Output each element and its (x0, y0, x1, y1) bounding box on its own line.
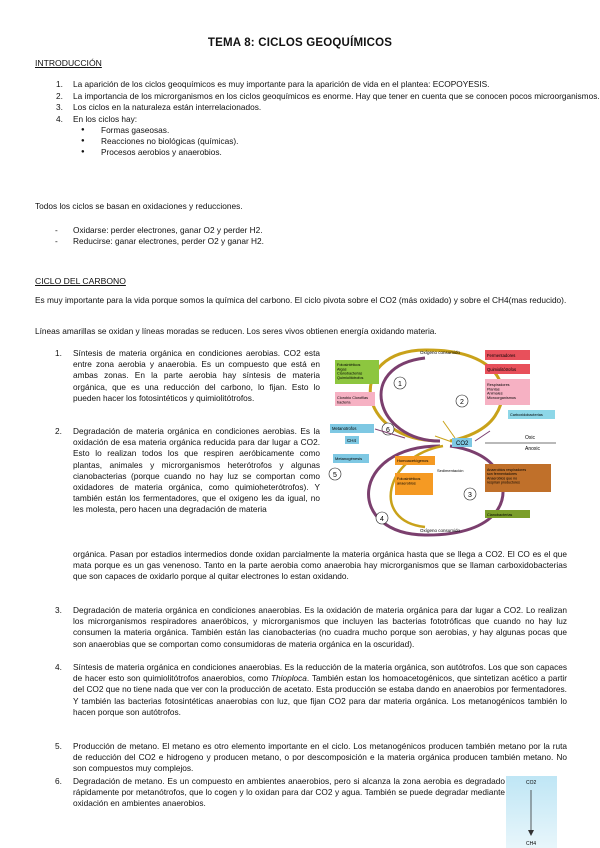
anaerobios-text: Anaerobios respiradores son fermentadores Anaerobios que no respiran productores (487, 468, 527, 485)
list-item (73, 114, 600, 159)
redox-item: - Reducirse: ganar electrones, perder O2 y ganar H2. (55, 236, 264, 247)
bottom-oxygen-label: Oxígeno consumido (420, 528, 461, 533)
svg-text:2: 2 (460, 399, 464, 406)
carboxidobacterias-label: Carboxidobacterias (510, 413, 543, 417)
respiradores-text: Respiradores Plantas Animales Microorganismos (487, 383, 516, 401)
intro-heading: INTRODUCCIÓN (35, 58, 102, 68)
list-item-text: En los ciclos hay: (73, 113, 138, 124)
redox-item: - Oxidarse: perder electrones, ganar O2 y perder H2. (55, 225, 264, 236)
svg-text:3: 3 (468, 492, 472, 499)
anoxic-label: Anoxic (525, 446, 541, 452)
carbon-cycle-diagram (325, 346, 556, 539)
list-item: Los ciclos en la naturaleza están interrelacionados. (73, 102, 262, 113)
carbon-item-3: 3. Degradación de materia orgánica en condiciones anaerobias. Es la oxidación de materia orgánica para dar lugar a CO2. Lo realizan los microrganismos respiradores anaeróbicos, y microrganismos que incluyen las bacterias fototróficas que cuando no hay luz consumen la materia orgánica. También están las cianobacterias (no cuadra mucho porque son aerobias, y hay algunas pocas que son anaerobias que se comportan como consumidoras de materia orgánica en la oscuridad). (55, 605, 567, 649)
carbon-heading: CICLO DEL CARBONO (35, 276, 126, 286)
svg-text:4: 4 (380, 516, 384, 523)
quimiolitotrofos-label: Quimiolitótrofos (487, 367, 517, 372)
carbon-paragraph-1: Es muy importante para la vida porque somos la química del carbono. El ciclo pivota sobre el CO2 (más oxidado) y sobre el CH4(mas reducido). (35, 295, 567, 305)
svg-text:5: 5 (333, 472, 337, 479)
list-item: La importancia de los microrganismos en los ciclos geoquímicos es enorme. Hay que tener en cuenta que se conocen pocos microorganismos. (73, 90, 600, 101)
carbon-item-6: 6. Degradación de metano. Es un compuesto en ambientes anaerobios, pero si alcanza la zona aerobia es degradado rápidamente por metanótrofos, que lo cogen y lo oxidan para dar CO2 y agua. También se puede degradar mediante oxidación en ambientes anaerobios. (55, 776, 505, 809)
svg-text:1: 1 (398, 381, 402, 388)
metanogenesis-label: Metanogénesis (335, 456, 363, 461)
cianobacterias-label: Cianobacterias (487, 513, 513, 517)
sub-list (73, 125, 600, 159)
carbon-item-2: 2. Degradación de materia orgánica en condiciones aerobias. Es la oxidación de esa materia orgánica reducida para dar lugar a CO2. Esto lo realizan todos los que respiren aeróbicamente como plantas, animales y microrganismos heterótrofos y algunas cianobacterias (porque cuando no hay luz se comportan como oxidadores de materia orgánica, como quimioheterótrofos). Y también están los fermentadores, que el oxigeno les da igual, no les molesta, pero hacen una degradación de materia (55, 426, 320, 515)
redox-list (55, 225, 264, 247)
methane-gradient-figure (506, 776, 557, 848)
intro-list (35, 79, 600, 159)
oxic-label: Oxic (525, 435, 535, 441)
sub-list-item: ● Reacciones no biológicas (químicas). (101, 136, 600, 147)
ch4-label: CH4 (347, 438, 357, 443)
fotosinteticos-anaerobios-text: Fotosintéticos anaerobios (397, 477, 421, 486)
carbon-paragraph-2: Líneas amarillas se oxidan y líneas moradas se reducen. Los seres vivos obtienen energía oxidando materia. (35, 326, 437, 336)
list-item: La aparición de los ciclos geoquímicos es muy importante para la aparición de vida en el plantea: ECOPOYESIS. (73, 79, 490, 89)
svg-text:6: 6 (386, 427, 390, 434)
co2-label: CO2 (456, 441, 469, 447)
gradient-background (506, 776, 557, 848)
carbon-item-2-continued: orgánica. Pasan por estadios intermedios donde oxidan parcialmente la materia orgánica hasta que se llega a CO2. El CO es el que mata porque es un gas venenoso. Tanto en la parte aerobia como anaerobia hay microrganismos que se llaman carboxidobacterias que son capaces de oxidarlo porque al quitar electrones lo estan oxidando. (73, 549, 567, 582)
sub-list-item: ● Formas gaseosas. (101, 125, 600, 136)
box-clorobio-text: Clorobio Clorofilas bacteria (337, 396, 369, 405)
intro-summary: Todos los ciclos se basan en oxidaciones y reducciones. (35, 201, 243, 211)
carbon-item-5: 5. Producción de metano. El metano es otro elemento importante en el ciclo. Los metanogénicos producen también metano por la ruta de reducción del CO2 e hidrogeno y producen metano, o por descomposición e la materia orgánica producen también metano. No son compuestos muy complejos. (55, 741, 567, 774)
box-photosynthetics-text: Fotosintéticos Algas Cianobacterias Quimiolitótrofos (337, 363, 364, 381)
co2-top-label: CO2 (526, 780, 537, 786)
ch4-bottom-label: CH4 (526, 841, 537, 847)
carbon-item-4: 4. Síntesis de materia orgánica en condiciones anaerobias. Es la reducción de la materia orgánica, son autótrofos. Los que son capaces de hacer esto son quimiolitótrofos anaerobios, como Thioploca. También estan los homoacetogénicos, que sintetizan acético a partir del CO2 que no tiene nada que ver con la producción de acetato. Esta producción se estaba dando en anaerobios por fermentadores. Y también las bacterias fotosintéticas anaerobias con luz, que fijan CO2 para dar materia orgánica. Los metanogénicos también lo hacen porque son autótrofos. (55, 662, 567, 717)
top-oxygen-label: Oxígeno consumido (420, 350, 461, 355)
page-title: TEMA 8: CICLOS GEOQUÍMICOS (207, 37, 393, 49)
homoacetogenos-label: Homoacetógenos (397, 458, 429, 463)
carbon-item-1: 1. Síntesis de materia orgánica en condiciones aerobias. CO2 esta entre zona aerobia y anaerobia. Es un compuesto que está en ambas zonas. En la parte aerobia hay síntesis de materia orgánica, que es una reducción del carbono, lo fijan. Esto lo pueden hacer los fotosintéticos y quimiolitótrofos. (55, 348, 320, 403)
metanotrofos-label: Metanotrofos (332, 426, 357, 431)
sedimentacion-label: Sedimentación (437, 468, 464, 473)
fermentadores-label: Fermentadores (487, 353, 516, 358)
sub-list-item: ● Procesos aerobios y anaerobios. (101, 147, 600, 158)
